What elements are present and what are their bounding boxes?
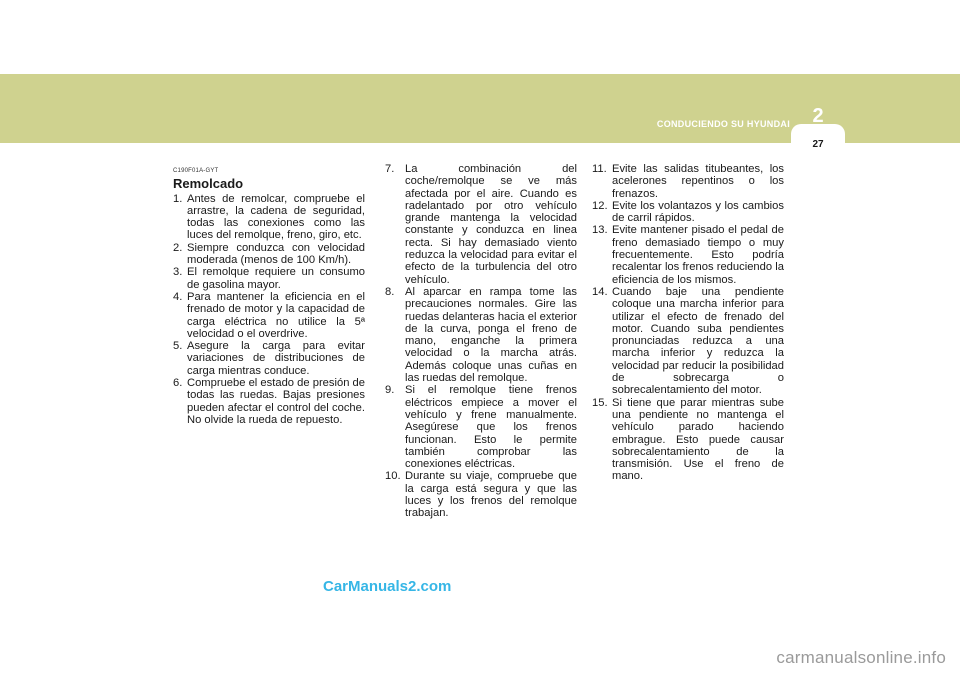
list-item-text: Evite las salidas titubeantes, los acelerones repentinos o los frenazos. [612, 163, 784, 200]
towing-list-3 [592, 163, 784, 483]
watermark-link[interactable]: CarManuals2.com [323, 578, 452, 595]
list-item-number: 2. [173, 241, 183, 254]
list-item [385, 470, 577, 519]
list-item [385, 163, 577, 286]
list-item-text: Asegure la carga para evitar variaciones de distribuciones de carga mientras conduce. [187, 340, 365, 377]
column-2 [385, 163, 577, 520]
list-item [385, 384, 577, 470]
list-item-text: Siempre conduzca con velocidad moderada (menos de 100 Km/h). [187, 241, 365, 267]
list-item [173, 266, 365, 291]
list-item-number: 12. [592, 199, 608, 212]
list-item [592, 163, 784, 200]
list-item-number: 1. [173, 192, 183, 205]
list-item-text: Al aparcar en rampa tome las precauciones normales. Gire las ruedas delanteras hacia el exterior de la curva, ponga el freno de mano, enganche la primera velocidad o la marcha atrás. Además coloque unas cuñas en las ruedas del remolque. [405, 285, 577, 385]
list-item-number: 6. [173, 377, 183, 390]
article-heading: Remolcado [173, 176, 244, 192]
list-item-text: Evite los volantazos y los cambios de carril rápidos. [612, 199, 784, 225]
list-item-text: El remolque requiere un consumo de gasolina mayor. [187, 266, 365, 291]
list-item [592, 397, 784, 483]
list-item-text: Cuando baje una pendiente coloque una marcha inferior para utilizar el efecto de frenado del motor. Cuando suba pendientes pronunciadas reduzca a una marcha inferior y reduzca la velocidad par reducir la posibilidad de sobrecarga o sobrecalentamiento del motor. [612, 285, 784, 397]
list-item [592, 286, 784, 397]
list-item-text: Compruebe el estado de presión de todas las ruedas. Bajas presiones pueden afectar el control del coche. No olvide la rueda de repuesto. [187, 377, 365, 426]
chapter-number: 2 [812, 105, 824, 127]
list-item-text: Si tiene que parar mientras sube una pendiente no mantenga el vehículo parado haciendo embrague. Esto puede causar sobrecalentamiento de la transmisión. Use el freno de mano. [612, 396, 784, 483]
list-item-text: Durante su viaje, compruebe que la carga está segura y que las luces y los frenos del remolque trabajan. [405, 470, 577, 520]
list-item [173, 193, 365, 242]
list-item-number: 15. [592, 396, 608, 409]
column-3 [592, 163, 784, 483]
list-item [173, 377, 365, 426]
towing-list-2 [385, 163, 577, 520]
list-item [173, 242, 365, 267]
list-item-text: La combinación del coche/remolque se ve más afectada por el aire. Cuando es radelantado por otro vehículo grande mantenga la velocidad constante y conduzca en linea recta. Si hay demasiado viento reduzca la velocidad para evitar el efecto de la turbulencia del otro vehículo. [405, 163, 577, 286]
list-item-number: 11. [592, 163, 607, 175]
list-item-number: 8. [385, 285, 395, 298]
list-item-number: 3. [173, 266, 183, 279]
list-item [592, 200, 784, 225]
towing-list-1 [173, 193, 365, 427]
list-item-text: Para mantener la eficiencia en el frenado de motor y la capacidad de carga eléctrica no utilice la 5ª velocidad o el overdrive. [187, 290, 365, 340]
section-title: CONDUCIENDO SU HYUNDAI [656, 119, 790, 129]
list-item-number: 9. [385, 384, 395, 397]
reference-code: C190F01A-GYT [173, 168, 219, 174]
list-item [592, 224, 784, 285]
list-item-number: 13. [592, 224, 608, 237]
column-1 [173, 163, 365, 426]
list-item [385, 286, 577, 384]
list-item-number: 10. [385, 470, 401, 483]
list-item-number: 14. [592, 285, 608, 298]
list-item-text: Antes de remolcar, compruebe el arrastre, la cadena de seguridad, todas las conexiones como las luces del remolque, freno, giro, etc. [187, 192, 365, 242]
list-item [173, 291, 365, 340]
list-item-number: 5. [173, 340, 183, 353]
list-item [173, 340, 365, 377]
page-number: 27 [812, 139, 824, 150]
list-item-text: Si el remolque tiene frenos eléctricos empiece a mover el vehículo y frene manualmente. Asegúrese que los frenos funcionan. Esto le permite también comprobar las conexiones eléctricas. [405, 384, 577, 471]
list-item-number: 4. [173, 290, 183, 303]
list-item-number: 7. [385, 163, 395, 175]
footer-watermark: carmanualsonline.info [776, 648, 946, 667]
list-item-text: Evite mantener pisado el pedal de freno demasiado tiempo o muy frecuentemente. Esto podría recalentar los frenos reduciendo la eficiencia de los mismos. [612, 224, 784, 286]
